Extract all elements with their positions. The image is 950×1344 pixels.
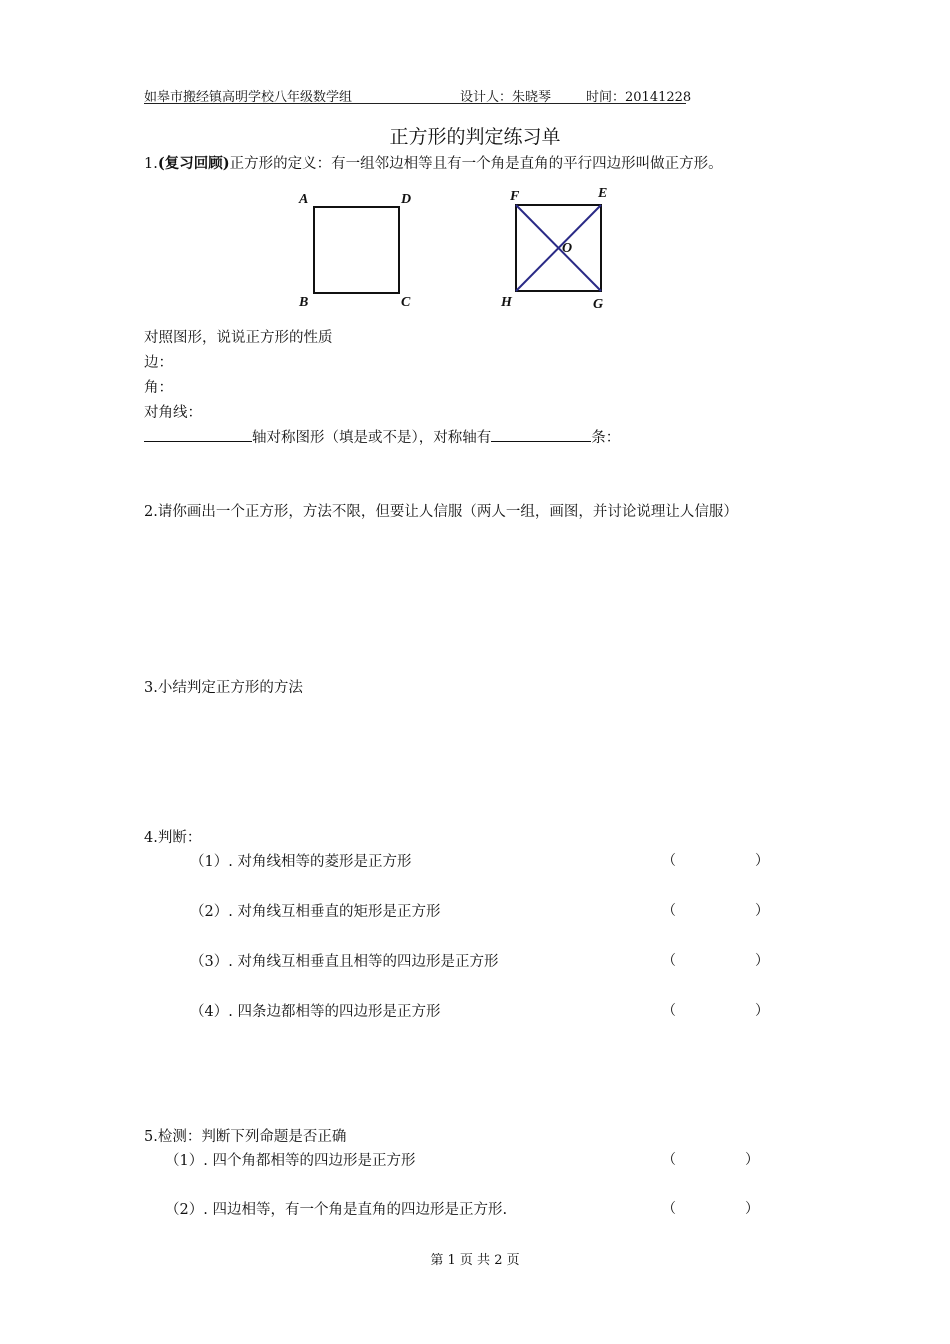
q5-title: 5.检测：判断下列命题是否正确: [144, 1129, 347, 1145]
q1-angle: 角：: [144, 380, 173, 396]
label-h: H: [501, 295, 512, 310]
q1-edge: 边：: [144, 355, 173, 371]
label-e: E: [598, 186, 608, 201]
q4-item-2: （2）. 对角线互相垂直的矩形是正方形: [190, 904, 441, 920]
q5-answer-1-close: ）: [745, 1152, 759, 1168]
header-school: 如皋市搬经镇高明学校八年级数学组: [144, 90, 353, 105]
page-title: 正方形的判定练习单: [389, 126, 561, 148]
q5-answer-2-open[interactable]: （: [662, 1201, 676, 1217]
q1-fill-part2: 条：: [591, 430, 621, 446]
q4-answer-4-open[interactable]: （: [662, 1003, 676, 1019]
label-g: G: [593, 297, 604, 312]
blank-axis-count[interactable]: [491, 427, 591, 442]
q3-text: 3.小结判定正方形的方法: [144, 680, 303, 696]
q1-fill-part1: 轴对称图形（填是或不是），对称轴有: [252, 430, 492, 446]
q5-answer-1-open[interactable]: （: [662, 1152, 676, 1168]
q4-answer-3-open[interactable]: （: [662, 953, 676, 969]
q1-text: 正方形的定义：有一组邻边相等且有一个角是直角的平行四边形叫做正方形。: [229, 156, 723, 172]
blank-axis-symmetric[interactable]: [144, 427, 252, 442]
header-divider: [144, 103, 686, 104]
q4-answer-1-close: ）: [755, 853, 769, 869]
q2-text: 2.请你画出一个正方形，方法不限，但要让人信服（两人一组，画图，并讨论说理让人信服）: [144, 504, 738, 520]
label-f: F: [510, 189, 520, 204]
q4-answer-2-close: ）: [755, 903, 769, 919]
page-footer: 第 1 页 共 2 页: [430, 1253, 520, 1268]
label-o: O: [562, 241, 573, 256]
q1-diagonal: 对角线：: [144, 405, 202, 421]
label-d: D: [401, 192, 412, 207]
q4-item-4: （4）. 四条边都相等的四边形是正方形: [190, 1004, 441, 1020]
header-time: 时间：20141228: [586, 90, 692, 105]
q1-definition: [144, 152, 723, 173]
label-c: C: [401, 295, 411, 310]
q4-item-1: （1）. 对角线相等的菱形是正方形: [190, 854, 412, 870]
q4-answer-1-open[interactable]: （: [662, 853, 676, 869]
label-a: A: [299, 192, 309, 207]
q4-title: 4.判断：: [144, 830, 202, 846]
q1-tag: (复习回顾): [157, 155, 230, 172]
q5-answer-2-close: ）: [745, 1201, 759, 1217]
q1-prompt: 对照图形，说说正方形的性质: [144, 330, 333, 346]
square-abcd: [314, 207, 399, 293]
q5-item-2: （2）. 四边相等，有一个角是直角的四边形是正方形.: [165, 1202, 508, 1218]
header-designer: 设计人：朱晓琴: [460, 90, 552, 105]
q1-fill-line: [144, 426, 620, 447]
q5-item-1: （1）. 四个角都相等的四边形是正方形: [165, 1153, 416, 1169]
square-efgh-figure: [495, 180, 625, 315]
label-b: B: [299, 295, 309, 310]
q4-answer-4-close: ）: [755, 1003, 769, 1019]
q1-number: 1.: [144, 156, 158, 172]
q4-answer-3-close: ）: [755, 953, 769, 969]
q4-item-3: （3）. 对角线互相垂直且相等的四边形是正方形: [190, 954, 499, 970]
q4-answer-2-open[interactable]: （: [662, 903, 676, 919]
square-abcd-figure: [290, 185, 430, 315]
